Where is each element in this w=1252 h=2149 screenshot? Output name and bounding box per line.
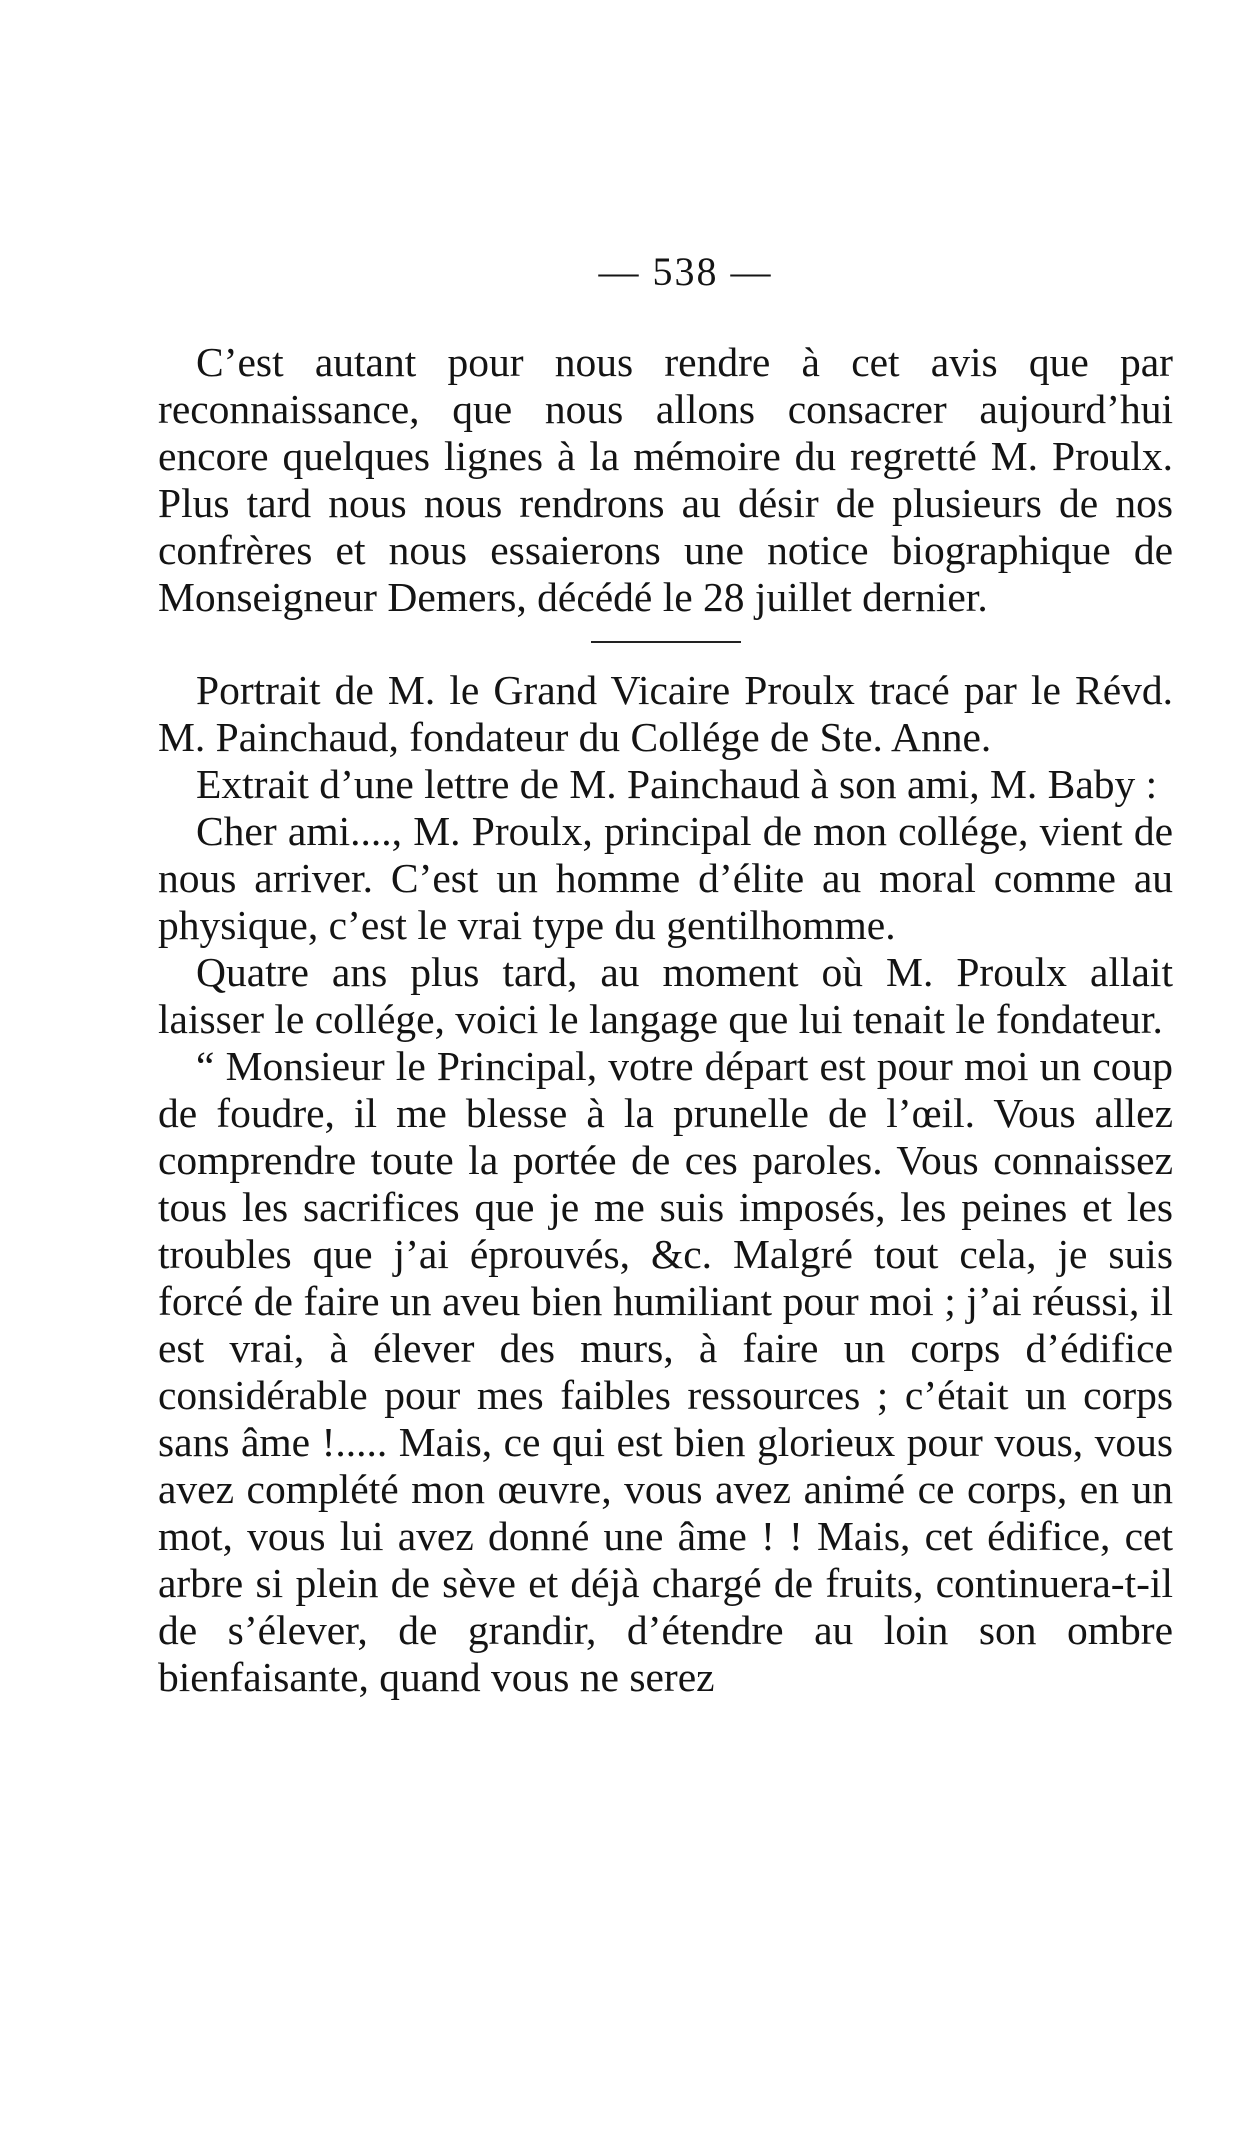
book-page <box>158 248 1173 1701</box>
section-divider <box>591 641 741 643</box>
paragraph-portrait-heading: Portrait de M. le Grand Vicaire Proulx tracé par le Révd. M. Painchaud, fondateur du Collége de Ste. Anne. <box>158 667 1173 760</box>
paragraph-letter: Cher ami...., M. Proulx, principal de mon collége, vient de nous arriver. C’est un homme d’élite au moral comme au physique, c’est le vrai type du gentilhomme. <box>158 808 1173 948</box>
paragraph-speech: “ Monsieur le Principal, votre départ est pour moi un coup de foudre, il me blesse à la prunelle de l’œil. Vous allez comprendre toute la portée de ces paroles. Vous connaissez tous les sacrifices que je me suis imposés, les peines et les troubles que j’ai éprouvés, &c. Malgré tout cela, je suis forcé de faire un aveu bien humiliant pour moi ; j’ai réussi, il est vrai, à élever des murs, à faire un corps d’édifice considérable pour mes faibles ressources ; c’était un corps sans âme !..... Mais, ce qui est bien glorieux pour vous, vous avez complété mon œuvre, vous avez animé ce corps, en un mot, vous lui avez donné une âme ! ! Mais, cet édifice, cet arbre si plein de sève et déjà chargé de fruits, continuera-t-il de s’élever, de grandir, d’étendre au loin son ombre bienfaisante, quand vous ne serez <box>158 1043 1173 1700</box>
paragraph-intro: C’est autant pour nous rendre à cet avis que par reconnaissance, que nous allons consacrer aujourd’hui encore quelques lignes à la mémoire du regretté M. Proulx. Plus tard nous nous rendrons au désir de plusieurs de nos confrères et nous essaierons une notice biographique de Monseigneur Demers, décédé le 28 juillet dernier. <box>158 339 1173 620</box>
paragraph-later: Quatre ans plus tard, au moment où M. Proulx allait laisser le collége, voici le langage que lui tenait le fondateur. <box>158 949 1173 1042</box>
paragraph-extract-heading: Extrait d’une lettre de M. Painchaud à son ami, M. Baby : <box>196 761 1158 807</box>
page-number: — 538 — <box>598 249 773 294</box>
